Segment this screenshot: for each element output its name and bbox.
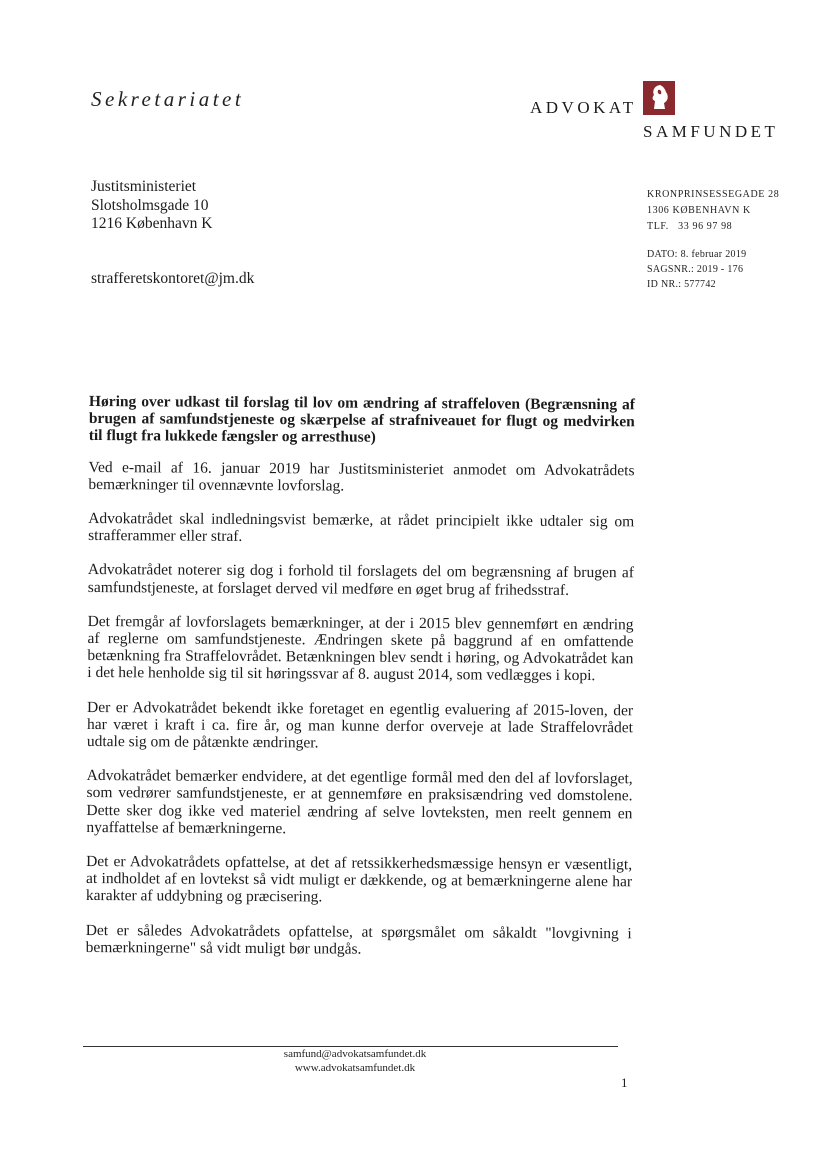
id-number: ID NR.: 577742 [647, 279, 716, 290]
paragraph: Det er Advokatrådets opfattelse, at det af retssikkerhedsmæssige hensyn er væsentligt, at indholdet af en lovtekst så vidt muligt er dækkende, og at bemærkningerne alene har karakter af uddybning og præcisering. [85, 853, 633, 906]
recipient-email: strafferetskontoret@jm.dk [91, 270, 255, 287]
recipient-city: 1216 København K [91, 215, 213, 232]
logo-text-top: ADVOKAT [530, 98, 637, 117]
paragraph: Advokatrådet bemærker endvidere, at det egentlige formål med den del af lovforslaget, som vedrører samfundstjeneste, er at gennemføre en praksisændring ved domstolene. Dette sker dog ikke ved materiel ændring af selve lovteksten, men reelt gennem en nyaffattelse af bemærkningerne. [86, 767, 633, 838]
paragraph: Det er således Advokatrådets opfattelse, at spørgsmålet om såkaldt "lovgivning i bemærkningerne" så vidt muligt bør undgås. [85, 921, 632, 958]
paragraph: Advokatrådet skal indledningsvist bemærke, at rådet principielt ikke udtaler sig om strafferammer eller straf. [88, 510, 635, 546]
logo-icon [643, 81, 675, 115]
sender-city: 1306 KØBENHAVN K [647, 205, 751, 216]
recipient-name: Justitsministeriet [91, 178, 197, 195]
logo-text-bottom: SAMFUNDET [643, 122, 779, 141]
department-name: Sekretariatet [91, 87, 245, 111]
sender-street: KRONPRINSESSEGADE 28 [647, 189, 780, 200]
paragraph: Ved e-mail af 16. januar 2019 har Justitsministeriet anmodet om Advokatrådets bemærkninger til ovennævnte lovforslag. [88, 458, 635, 495]
recipient-address [91, 178, 212, 234]
paragraph: Det fremgår af lovforslagets bemærkninger, at der i 2015 blev gennemført en ændring af reglerne om samfundstjeneste. Ændringen skete på baggrund af en omfattende betænkning fra Straffelovrådet. Betænkningen blev sendt i høring, og Advokatrådet kan i det hele henholde sig til sit høringssvar af 8. august 2014, som vedlægges i kopi. [87, 612, 634, 685]
footer-website: www.advokatsamfundet.dk [294, 1062, 416, 1074]
letter-heading: Høring over udkast til forslag til lov om ændring af straffeloven (Begrænsning af brugen af samfundstjeneste og skærpelse af strafniveauet for flugt og medvirken til flugt fra lukkede fængsler og arresthuse) [88, 393, 635, 447]
letter-meta [647, 247, 746, 292]
letter-body [85, 393, 635, 976]
sender-address [647, 187, 779, 235]
sender-phone: TLF. 33 96 97 98 [647, 221, 733, 232]
footer-email: samfund@advokatsamfundet.dk [283, 1048, 427, 1060]
recipient-street: Slotsholmsgade 10 [91, 196, 209, 214]
paragraph: Der er Advokatrådet bekendt ikke foretaget en egentlig evaluering af 2015-loven, der har været i kraft i ca. fire år, og man kunne derfor overveje at lade Straffelovrådet udtale sig om de påtænkte ændringer. [86, 698, 634, 752]
letter-date: DATO: 8. februar 2019 [647, 249, 747, 260]
case-number: SAGSNR.: 2019 - 176 [647, 264, 744, 275]
page-number: 1 [621, 1075, 628, 1090]
paragraph: Advokatrådet noterer sig dog i forhold til forslagets del om begrænsning af brugen af samfundstjeneste, at forslaget derved vil medføre en øget brug af frihedsstraf. [87, 561, 634, 599]
